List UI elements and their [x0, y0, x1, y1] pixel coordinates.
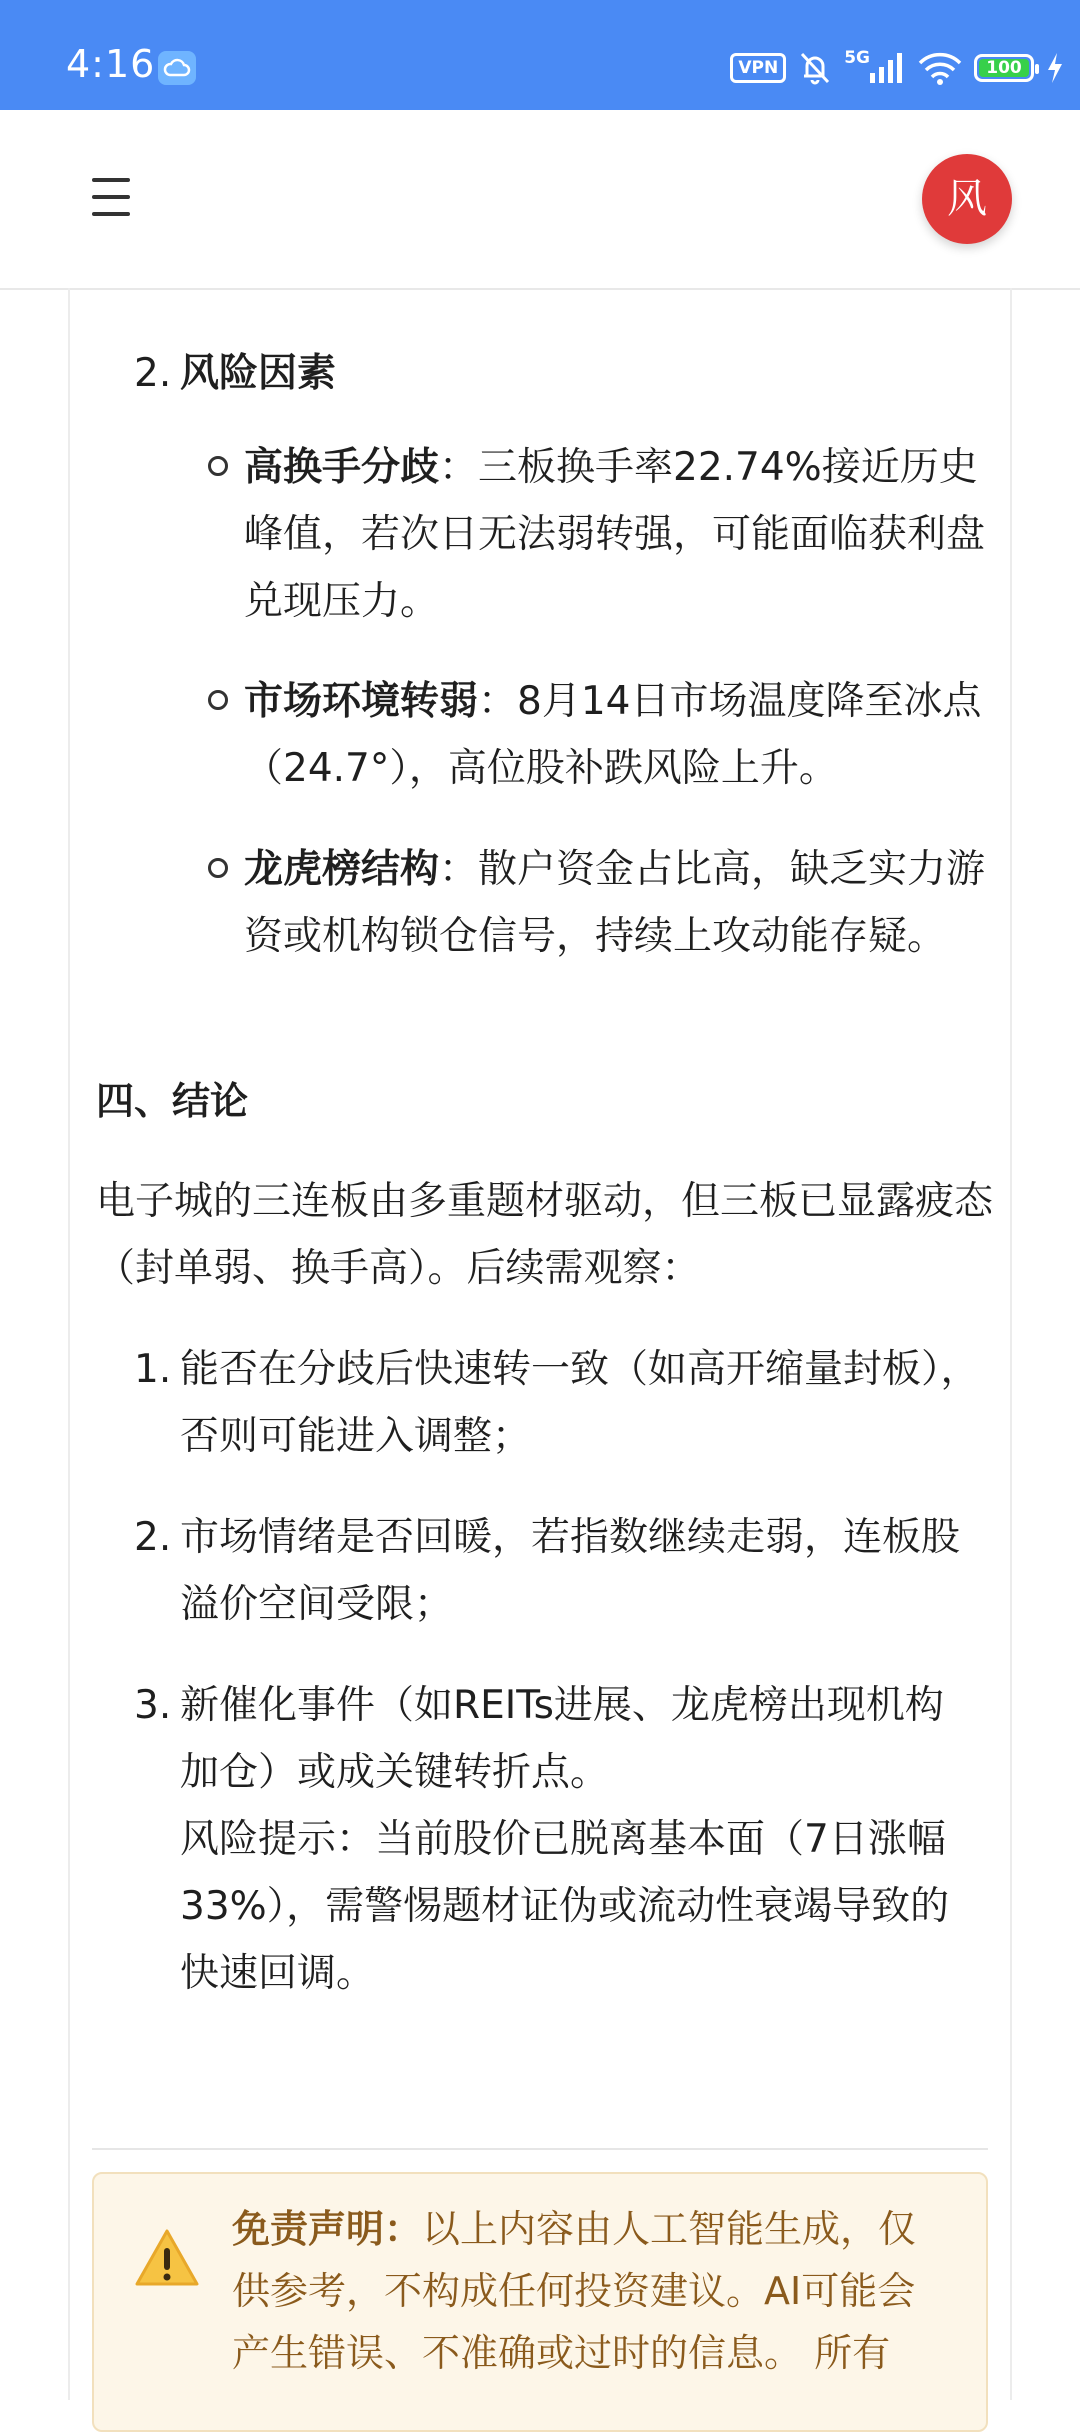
list-number: 2. — [134, 351, 172, 396]
disclaimer-box — [92, 2172, 988, 2432]
signal-icon — [870, 53, 906, 83]
risk-note: 风险提示：当前股价已脱离基本面（7日涨幅33%），需警惕题材证伪或流动性衰竭导致的快速回调。 — [180, 1817, 950, 1996]
list-number: 1. — [134, 1347, 172, 1392]
conclusion-intro: 电子城的三连板由多重题材驱动，但三板已显露疲态（封单弱、换手高）。后续需观察： — [96, 1179, 994, 1291]
list-item: 高换手分歧：三板换手率22.74%接近历史峰值，若次日无法弱转强，可能面临获利盘兑现压力。 — [244, 445, 986, 624]
status-icons — [730, 46, 1064, 90]
list-number: 2. — [134, 1515, 172, 1560]
wifi-icon — [918, 51, 962, 85]
list-item: 龙虎榜结构：散户资金占比高，缺乏实力游资或机构锁仓信号，持续上攻动能存疑。 — [244, 847, 986, 959]
battery-indicator — [974, 54, 1034, 82]
vpn-badge: VPN — [730, 53, 786, 83]
bullet-icon — [208, 858, 228, 878]
disclaimer-text: 免责声明：以上内容由人工智能生成，仅供参考，不构成任何投资建议。AI可能会产生错误、不准确或过时的信息。 所有 — [232, 2207, 917, 2375]
divider — [92, 2148, 988, 2150]
list-item: 市场情绪是否回暖，若指数继续走弱，连板股溢价空间受限； — [180, 1515, 961, 1627]
warning-icon — [134, 2228, 200, 2288]
bullet-icon — [208, 690, 228, 710]
section-heading-risk: 风险因素 — [180, 351, 337, 396]
cloud-icon — [158, 51, 196, 85]
list-item: 新催化事件（如REITs进展、龙虎榜出现机构加仓）或成关键转折点。 风险提示：当前股价已脱离基本面（7日涨幅33%），需警惕题材证伪或流动性衰竭导致的快速回调。 — [180, 1672, 980, 2007]
list-item: 市场环境转弱：8月14日市场温度降至冰点（24.7°），高位股补跌风险上升。 — [244, 679, 982, 791]
status-time: 4:16 — [66, 42, 156, 86]
status-bar — [0, 0, 1080, 110]
list-number: 3. — [134, 1683, 172, 1728]
avatar[interactable]: 风 — [922, 154, 1012, 244]
section-heading-conclusion: 四、结论 — [96, 1079, 249, 1123]
network-type: 5G — [844, 48, 870, 68]
top-app-bar — [0, 110, 1080, 290]
answer-card — [68, 288, 1012, 2400]
charging-icon — [1046, 53, 1064, 83]
list-item: 能否在分歧后快速转一致（如高开缩量封板），否则可能进入调整； — [180, 1347, 980, 1459]
battery-level: 100 — [986, 58, 1022, 78]
bell-off-icon — [798, 50, 832, 86]
hamburger-menu-icon[interactable] — [92, 178, 130, 218]
bullet-icon — [208, 456, 228, 476]
